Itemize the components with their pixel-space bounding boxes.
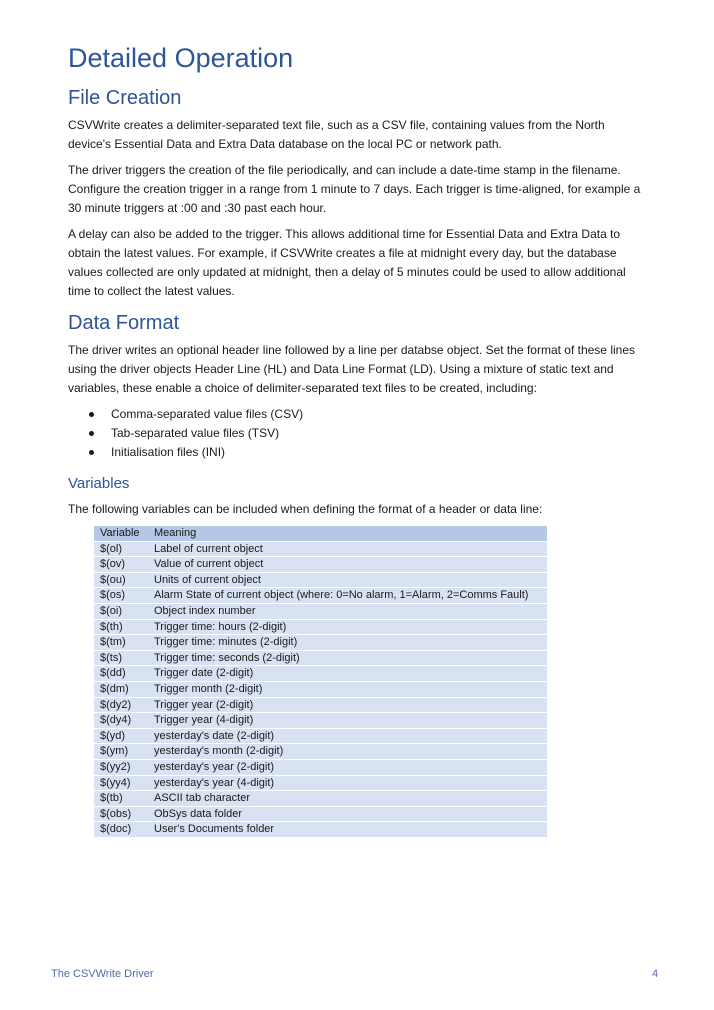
table-row [94,557,547,573]
page-number: 4 [652,968,659,980]
meaning-cell: Value of current object [148,557,547,573]
meaning-cell: Trigger time: hours (2-digit) [148,619,547,635]
variable-cell: $(ou) [94,572,148,588]
paragraph: The driver triggers the creation of the file periodically, and can include a date-time stamp in the filename. Configure the creation trigger in a range from 1 minute to 7 days. Each trigger is time-aligned, for example a 30 minute triggers at :00 and :30 past each hour. [68,163,641,215]
meaning-cell: Trigger date (2-digit) [148,666,547,682]
section-heading-data-format: Data Format [68,312,180,334]
variable-cell: $(os) [94,588,148,604]
meaning-cell: Trigger year (2-digit) [148,697,547,713]
meaning-cell: Object index number [148,603,547,619]
variables-table [94,526,547,838]
meaning-cell: User's Documents folder [148,822,547,838]
meaning-cell: Units of current object [148,572,547,588]
meaning-cell: Alarm State of current object (where: 0=No alarm, 1=Alarm, 2=Comms Fault) [148,588,547,604]
variable-cell: $(dy4) [94,713,148,729]
table-row [94,619,547,635]
table-row [94,650,547,666]
meaning-cell: ObSys data folder [148,806,547,822]
variable-cell: $(ov) [94,557,148,573]
paragraph: The driver writes an optional header line followed by a line per databse object. Set the format of these lines using the driver objects Header Line (HL) and Data Line Format (LD). Using a mixture of static text and variables, these enable a choice of delimiter-separated text files to be created, including: [68,343,635,395]
meaning-cell: ASCII tab character [148,791,547,807]
variable-cell: $(yy4) [94,775,148,791]
variable-cell: $(tb) [94,791,148,807]
variable-cell: $(dm) [94,681,148,697]
variable-cell: $(ol) [94,541,148,557]
table-row [94,603,547,619]
page-content [68,40,644,838]
bullet-list [68,405,644,462]
table-row [94,541,547,557]
table-row [94,728,547,744]
table-row [94,666,547,682]
meaning-cell: Label of current object [148,541,547,557]
variable-cell: $(dy2) [94,697,148,713]
meaning-cell: yesterday's month (2-digit) [148,744,547,760]
meaning-cell: yesterday's date (2-digit) [148,728,547,744]
variable-cell: $(obs) [94,806,148,822]
column-header: Meaning [148,526,547,541]
column-header: Variable [94,526,148,541]
variable-cell: $(ts) [94,650,148,666]
table-row [94,635,547,651]
variable-cell: $(doc) [94,822,148,838]
list-item: Comma-separated value files (CSV) [68,405,644,424]
list-item: Initialisation files (INI) [68,443,644,462]
footer-title: The CSVWrite Driver [51,968,154,980]
paragraph: The following variables can be included when defining the format of a header or data line: [68,502,543,516]
variable-cell: $(oi) [94,603,148,619]
table-row [94,806,547,822]
table-row [94,822,547,838]
table-row [94,791,547,807]
meaning-cell: Trigger month (2-digit) [148,681,547,697]
meaning-cell: yesterday's year (2-digit) [148,759,547,775]
paragraph: CSVWrite creates a delimiter-separated text file, such as a CSV file, containing values from the North device's Essential Data and Extra Data database on the local PC or network path. [68,118,605,151]
table-row [94,681,547,697]
paragraph: A delay can also be added to the trigger. This allows additional time for Essential Data and Extra Data to obtain the latest values. For example, if CSVWrite creates a file at midnight every day, but the database values collected are only updated at midnight, then a delay of 5 minutes could be used to allow additional time to collect the latest values. [68,227,626,298]
subsection-heading-variables: Variables [68,475,130,492]
meaning-cell: Trigger time: seconds (2-digit) [148,650,547,666]
page-title: Detailed Operation [68,43,294,73]
variable-cell: $(yd) [94,728,148,744]
variable-cell: $(tm) [94,635,148,651]
table-header-row [94,526,547,541]
table-row [94,588,547,604]
table-row [94,775,547,791]
table-row [94,572,547,588]
meaning-cell: Trigger year (4-digit) [148,713,547,729]
table-row [94,759,547,775]
variable-cell: $(th) [94,619,148,635]
table-row [94,713,547,729]
variable-cell: $(ym) [94,744,148,760]
meaning-cell: yesterday's year (4-digit) [148,775,547,791]
meaning-cell: Trigger time: minutes (2-digit) [148,635,547,651]
table-row [94,744,547,760]
variable-cell: $(yy2) [94,759,148,775]
list-item: Tab-separated value files (TSV) [68,424,644,443]
table-body [94,541,547,837]
section-heading-file-creation: File Creation [68,87,182,109]
variable-cell: $(dd) [94,666,148,682]
table-row [94,697,547,713]
